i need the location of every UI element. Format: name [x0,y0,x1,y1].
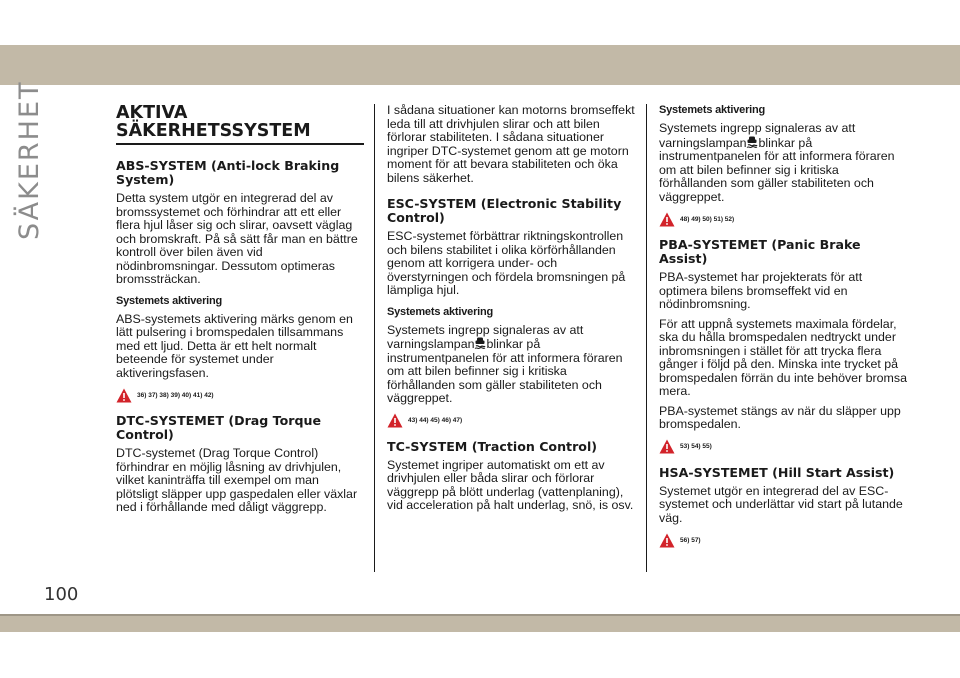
abs-warning [116,386,364,404]
column-divider-2 [646,104,647,572]
column-1 [116,104,364,521]
warning-triangle-icon [659,439,675,454]
hsa-heading: HSA-SYSTEMET (Hill Start Assist) [659,464,895,480]
warning-triangle-icon [659,533,675,548]
esc-skid-lamp-icon [746,136,758,148]
esc-heading: ESC-SYSTEM (Electronic Stability Control) [387,196,622,225]
pba-heading: PBA-SYSTEMET (Panic Brake Assist) [659,237,861,266]
dtc-text: DTC-systemet (Drag Torque Control) förhindrar en möjlig låsning av drivhjulen, vilket kaninträffa till exempel om man plötsligt släpper upp gaspedalen eller växlar ned i förhållande med dåligt väggrepp. [116,446,358,514]
esc-skid-lamp-icon [474,337,486,349]
column-divider-1 [374,104,375,572]
dtc-heading: DTC-SYSTEMET (Drag Torque Control) [116,413,321,442]
page-number: 100 [44,584,79,605]
hsa-warning [659,531,907,549]
activation-warning [659,210,907,228]
abs-heading: ABS-SYSTEM (Anti-lock Braking System) [116,158,340,187]
tc-heading: TC-SYSTEM (Traction Control) [387,438,598,454]
activation-post: blinkar på instrumentpanelen för att informera föraren om att bilen befinner sig i kritiska förhållanden som gäller stabiliteten och väggreppet. [659,135,895,204]
esc-activation-post: blinkar på instrumentpanelen för att informera föraren om att bilen befinner sig i kritiska förhållanden som gäller stabiliteten och väggreppet. [387,337,623,405]
abs-text: Detta system utgör en integrerad del av bromssystemet och förhindrar att ett eller flera hjul låser sig och slirar, oavsett väglag och bromskraft. På så sätt får man en bättre kontroll över bilen även vid nödinbromsningar. Dessutom optimeras bromssträckan. [116,191,358,286]
activation-pre: Systemets ingrepp signaleras av att varningslampan [659,121,856,150]
activation-text [659,122,907,204]
pba-text-2: För att uppnå systemets maximala fördelar, ska du hålla bromspedalen nedtryckt under inbromsningen i stället för att trycka flera gånger i följd på den. Minska inte trycket på bromspedalen förrän du inte behöver bromsa mera. [659,316,907,398]
esc-warning-refs: 43) 44) 45) 46) 47) [408,417,463,424]
top-band [0,45,960,85]
esc-warning [387,412,635,430]
chapter-side-tab: SÄKERHET [14,80,45,240]
hsa-text: Systemet utgör en integrerad del av ESC-systemet och underlättar vid start på lutande väg. [659,483,903,525]
warning-triangle-icon [387,413,403,428]
abs-warning-refs: 36) 37) 38) 39) 40) 41) 42) [137,391,214,399]
bottom-band [0,616,960,632]
dtc-continued-text: I sådana situationer kan motorns bromseffekt leda till att drivhjulen slirar och att bilen förlorar stabiliteten. I sådana situationer ingriper DTC-systemet genom att ge motorn moment för att bevara stabiliteten och öka bilens säkerhet. [387,103,635,185]
hsa-warning-refs: 56) 57) [680,536,701,544]
pba-warning-refs: 53) 54) 55) [680,443,712,450]
pba-text-1: PBA-systemet har projekterats för att optimera bilens bromseffekt vid en nödinbromsning. [659,270,863,311]
tc-text: Systemet ingriper automatiskt om ett av drivhjulen eller båda slirar och förlorar väggrepp på blött underlag (vattenplaning), vid acceleration på halt underlag, snö, is osv. [387,457,634,512]
activation-heading: Systemets aktivering [659,104,766,116]
pba-text-3: PBA-systemet stängs av när du släpper upp bromspedalen. [659,403,901,431]
pba-warning [659,438,907,456]
column-2 [387,104,635,519]
esc-activation-text [387,324,635,406]
esc-text: ESC-systemet förbättrar riktningskontrollen och bilens stabilitet i olika körförhållanden genom att korrigera under- och överstyrningen och fördela bromsningen på lämpliga hjul. [387,229,626,297]
abs-activation-heading: Systemets aktivering [116,294,223,307]
warning-triangle-icon [116,388,132,403]
esc-activation-pre: Systemets ingrepp signaleras av att varningslampan [387,322,584,351]
activation-warning-refs: 48) 49) 50) 51) 52) [680,215,735,223]
warning-triangle-icon [659,212,675,227]
column-3 [659,104,907,559]
esc-activation-heading: Systemets aktivering [387,305,494,318]
page-title: AKTIVA SÄKERHETSSYSTEM [116,104,364,145]
abs-activation-text: ABS-systemets aktivering märks genom en lätt pulsering i bromspedalen tillsammans med ett ljud. Detta är ett helt normalt beteende för systemet under aktiveringsfasen. [116,311,353,380]
